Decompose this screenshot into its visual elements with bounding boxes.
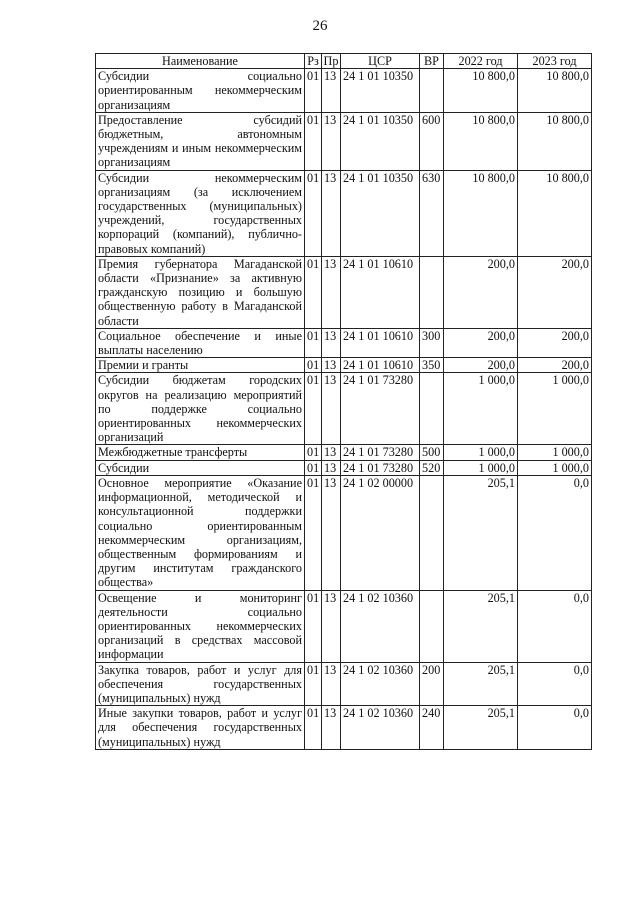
row-name: Иные закупки товаров, работ и услуг для обеспечения государственных (муниципальных) нужд: [96, 706, 305, 750]
row-rz: 01: [305, 170, 322, 256]
row-csr: 24 1 01 10610: [341, 256, 420, 328]
page-number: 26: [312, 18, 328, 34]
table-row: [96, 358, 592, 373]
row-vr: 300: [420, 328, 444, 357]
table-row: [96, 170, 592, 256]
row-vr: 520: [420, 460, 444, 475]
row-vr: 200: [420, 662, 444, 706]
row-2023: 1 000,0: [518, 460, 592, 475]
row-csr: 24 1 01 73280: [341, 445, 420, 460]
row-pr: 13: [322, 445, 341, 460]
row-pr: 13: [322, 706, 341, 750]
table-row: [96, 662, 592, 706]
row-csr: 24 1 01 73280: [341, 460, 420, 475]
row-2023: 200,0: [518, 358, 592, 373]
header-2022: 2022 год: [444, 54, 518, 69]
row-2023: 0,0: [518, 662, 592, 706]
row-csr: 24 1 01 10350: [341, 69, 420, 113]
row-rz: 01: [305, 69, 322, 113]
row-name: Субсидии социально ориентированным некоммерческим организациям: [96, 69, 305, 113]
header-pr: Пр: [322, 54, 341, 69]
row-name: Премия губернатора Магаданской области «Признание» за активную гражданскую позицию и большую общественную работу в Магаданской области: [96, 256, 305, 328]
row-2022: 1 000,0: [444, 460, 518, 475]
row-rz: 01: [305, 590, 322, 662]
table-row: [96, 256, 592, 328]
table-row: [96, 373, 592, 445]
header-vr: ВР: [420, 54, 444, 69]
row-vr: 240: [420, 706, 444, 750]
row-csr: 24 1 02 10360: [341, 706, 420, 750]
row-2022: 1 000,0: [444, 445, 518, 460]
row-rz: 01: [305, 706, 322, 750]
row-vr: 500: [420, 445, 444, 460]
row-2022: 205,1: [444, 662, 518, 706]
row-2023: 10 800,0: [518, 112, 592, 170]
row-pr: 13: [322, 662, 341, 706]
row-2022: 205,1: [444, 706, 518, 750]
row-pr: 13: [322, 328, 341, 357]
row-2023: 10 800,0: [518, 69, 592, 113]
row-vr: 630: [420, 170, 444, 256]
row-pr: 13: [322, 170, 341, 256]
header-rz: Рз: [305, 54, 322, 69]
table-row: [96, 445, 592, 460]
row-name: Социальное обеспечение и иные выплаты населению: [96, 328, 305, 357]
row-name: Премии и гранты: [96, 358, 305, 373]
row-pr: 13: [322, 475, 341, 590]
row-rz: 01: [305, 112, 322, 170]
row-2022: 10 800,0: [444, 69, 518, 113]
table-row: [96, 475, 592, 590]
row-2022: 200,0: [444, 358, 518, 373]
row-name: Предоставление субсидий бюджетным, автономным учреждениям и иным некоммерческим организациям: [96, 112, 305, 170]
row-pr: 13: [322, 373, 341, 445]
table-row: [96, 69, 592, 113]
row-rz: 01: [305, 475, 322, 590]
table-row: [96, 460, 592, 475]
row-name: Основное мероприятие «Оказание информационной, методической и консультационной поддержки социально ориентированным некоммерческим организациям, общественным формированиям и другим институтам гражданского общества»: [96, 475, 305, 590]
row-name: Субсидии: [96, 460, 305, 475]
row-pr: 13: [322, 460, 341, 475]
row-vr: [420, 590, 444, 662]
row-csr: 24 1 01 10350: [341, 170, 420, 256]
header-name: Наименование: [96, 54, 305, 69]
row-name: Субсидии некоммерческим организациям (за исключением государственных (муниципальных) учреждений, государственных корпораций (компаний), публично-правовых компаний): [96, 170, 305, 256]
row-vr: [420, 69, 444, 113]
table-row: [96, 706, 592, 750]
budget-table: [95, 53, 592, 750]
table-row: [96, 328, 592, 357]
row-2022: 10 800,0: [444, 112, 518, 170]
row-pr: 13: [322, 590, 341, 662]
row-2023: 1 000,0: [518, 373, 592, 445]
row-rz: 01: [305, 256, 322, 328]
row-2023: 0,0: [518, 590, 592, 662]
row-pr: 13: [322, 69, 341, 113]
row-csr: 24 1 01 10610: [341, 328, 420, 357]
row-2022: 205,1: [444, 590, 518, 662]
row-rz: 01: [305, 358, 322, 373]
row-csr: 24 1 01 73280: [341, 373, 420, 445]
row-2023: 10 800,0: [518, 170, 592, 256]
row-rz: 01: [305, 373, 322, 445]
table-row: [96, 590, 592, 662]
row-2023: 0,0: [518, 706, 592, 750]
row-pr: 13: [322, 112, 341, 170]
row-csr: 24 1 01 10610: [341, 358, 420, 373]
row-vr: 600: [420, 112, 444, 170]
row-2022: 10 800,0: [444, 170, 518, 256]
row-pr: 13: [322, 358, 341, 373]
row-2022: 200,0: [444, 328, 518, 357]
header-csr: ЦСР: [341, 54, 420, 69]
row-vr: [420, 475, 444, 590]
table-header-row: [96, 54, 592, 69]
header-2023: 2023 год: [518, 54, 592, 69]
row-vr: [420, 373, 444, 445]
row-2023: 200,0: [518, 256, 592, 328]
row-2023: 1 000,0: [518, 445, 592, 460]
row-2023: 0,0: [518, 475, 592, 590]
row-2022: 1 000,0: [444, 373, 518, 445]
row-rz: 01: [305, 460, 322, 475]
row-rz: 01: [305, 662, 322, 706]
table-row: [96, 112, 592, 170]
row-name: Закупка товаров, работ и услуг для обеспечения государственных (муниципальных) нужд: [96, 662, 305, 706]
row-name: Межбюджетные трансферты: [96, 445, 305, 460]
row-csr: 24 1 02 10360: [341, 590, 420, 662]
row-name: Освещение и мониторинг деятельности социально ориентированных некоммерческих организаций в средствах массовой информации: [96, 590, 305, 662]
row-2022: 205,1: [444, 475, 518, 590]
row-name: Субсидии бюджетам городских округов на реализацию мероприятий по поддержке социально ориентированных некоммерческих организаций: [96, 373, 305, 445]
row-rz: 01: [305, 445, 322, 460]
row-2022: 200,0: [444, 256, 518, 328]
row-pr: 13: [322, 256, 341, 328]
row-csr: 24 1 02 10360: [341, 662, 420, 706]
row-2023: 200,0: [518, 328, 592, 357]
row-csr: 24 1 02 00000: [341, 475, 420, 590]
row-vr: 350: [420, 358, 444, 373]
row-rz: 01: [305, 328, 322, 357]
row-csr: 24 1 01 10350: [341, 112, 420, 170]
row-vr: [420, 256, 444, 328]
